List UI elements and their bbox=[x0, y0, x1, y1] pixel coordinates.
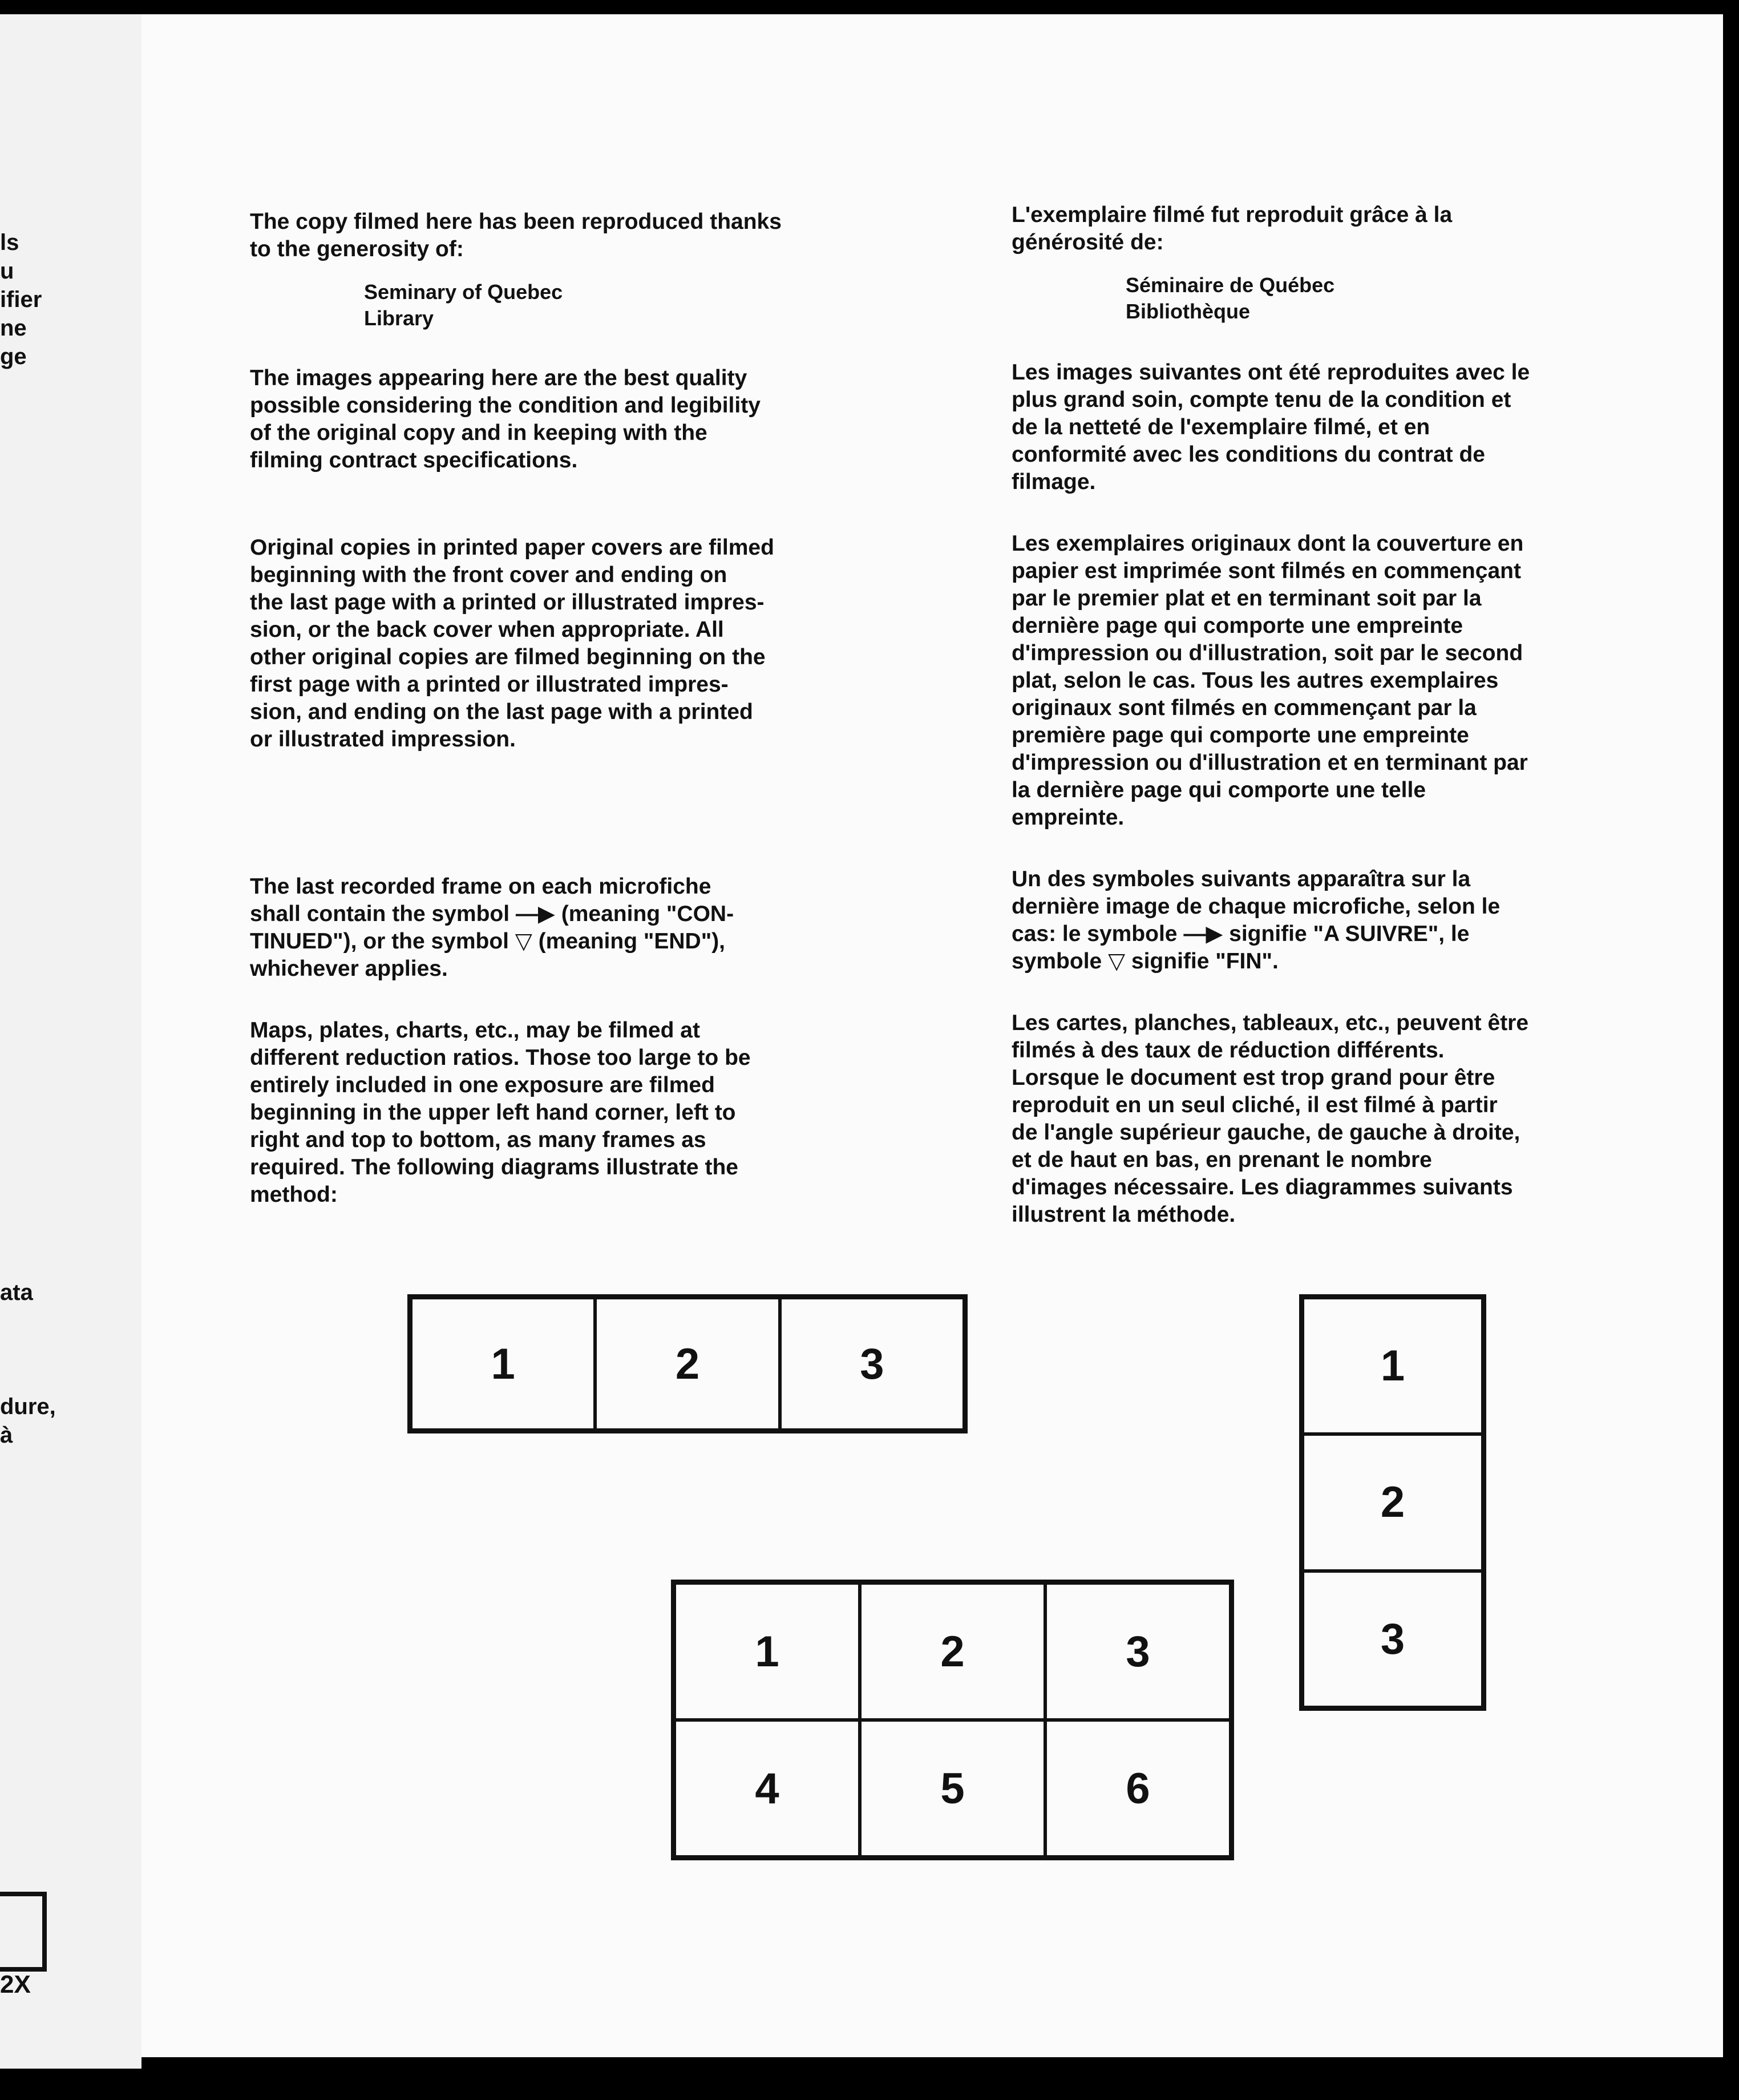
frame-cell: 2 bbox=[595, 1298, 779, 1430]
en-symbols: The last recorded frame on each microfiche shall contain the symbol —▶ (meaning "CON- TINUED"), or the symbol ▽ (meaning "END"), whichever applies. bbox=[250, 874, 734, 981]
prev-page-scale-label: 2X bbox=[0, 1970, 31, 1998]
french-column bbox=[1012, 14, 1656, 1229]
frame-cell: 2 bbox=[860, 1583, 1045, 1720]
frame-cell: 5 bbox=[860, 1720, 1045, 1857]
diagram-three-down bbox=[1299, 1294, 1486, 1711]
diagram-six-grid bbox=[671, 1580, 1234, 1860]
frame-cell: 1 bbox=[674, 1583, 860, 1720]
prev-page-fragment: ls bbox=[0, 230, 19, 255]
fr-thanks: L'exemplaire filmé fut reproduit grâce à la générosité de: bbox=[1012, 203, 1453, 255]
fr-quality: Les images suivantes ont été reproduites avec le plus grand soin, compte tenu de la condition et de la netteté de l'exemplaire filmé, et en conformité avec les conditions du contrat de filmage. bbox=[1012, 360, 1530, 494]
frame-cell: 3 bbox=[1045, 1583, 1231, 1720]
frame-cell: 6 bbox=[1045, 1720, 1231, 1857]
prev-page-fragment: ifier bbox=[0, 287, 42, 312]
document-page bbox=[141, 14, 1723, 2057]
fr-maps: Les cartes, planches, tableaux, etc., peuvent être filmés à des taux de réduction différents. Lorsque le document est trop grand pour être reproduit en un seul cliché, il est filmé à partir de l'angle supérieur gauche, de gauche à droite, et de haut en bas, en prenant le nombre d'images nécessaire. Les diagrammes suivants illustrent la méthode. bbox=[1012, 1011, 1529, 1227]
frame-cell: 3 bbox=[780, 1298, 964, 1430]
previous-page-edge bbox=[0, 14, 141, 2069]
frame-cell: 4 bbox=[674, 1720, 860, 1857]
fr-covers: Les exemplaires originaux dont la couverture en papier est imprimée sont filmés en commençant par le premier plat et en terminant soit par la dernière page qui comporte une empreinte d'impression ou d'illustration, soit par le second plat, selon le cas. Tous les autres exemplaires originaux sont filmés en commençant par la première page qui comporte une empreinte d'impression ou d'illustration et en terminant par la dernière page qui comporte une telle empreinte. bbox=[1012, 531, 1528, 830]
fr-institution: Séminaire de Québec Bibliothèque bbox=[1126, 273, 1335, 323]
fr-symbols: Un des symboles suivants apparaîtra sur la dernière image de chaque microfiche, selon le cas: le symbole —▶ signifie "A SUIVRE", le symbole ▽ signifie "FIN". bbox=[1012, 867, 1501, 974]
frame-cell: 2 bbox=[1303, 1434, 1483, 1570]
diagram-three-across bbox=[407, 1294, 968, 1433]
frame-cell: 1 bbox=[1303, 1298, 1483, 1434]
prev-page-fragment: ge bbox=[0, 344, 27, 369]
frame-cell: 3 bbox=[1303, 1571, 1483, 1707]
prev-page-fragment: ata bbox=[0, 1280, 33, 1305]
en-institution: Seminary of Quebec Library bbox=[364, 280, 563, 330]
prev-page-box bbox=[0, 1892, 47, 1972]
english-column bbox=[250, 14, 889, 1209]
prev-page-fragment: ne bbox=[0, 316, 27, 341]
en-thanks: The copy filmed here has been reproduced thanks to the generosity of: bbox=[250, 209, 782, 261]
en-covers: Original copies in printed paper covers are filmed beginning with the front cover and ending on the last page with a printed or illustrated impres- sion, or the back cover when appropriate. All other original copies are filmed beginning on the first page with a printed or illustrated impres- sion, and ending on the last page with a printed or illustrated impression. bbox=[250, 535, 774, 752]
prev-page-fragment: u bbox=[0, 259, 14, 284]
en-quality: The images appearing here are the best quality possible considering the condition and legibility of the original copy and in keeping with the filming contract specifications. bbox=[250, 366, 761, 472]
en-maps: Maps, plates, charts, etc., may be filmed at different reduction ratios. Those too large to be entirely included in one exposure are filmed beginning in the upper left hand corner, left to right and top to bottom, as many frames as required. The following diagrams illustrate the method: bbox=[250, 1018, 751, 1207]
prev-page-fragment: dure, bbox=[0, 1394, 56, 1419]
frame-cell: 1 bbox=[411, 1298, 595, 1430]
prev-page-fragment: à bbox=[0, 1423, 13, 1448]
